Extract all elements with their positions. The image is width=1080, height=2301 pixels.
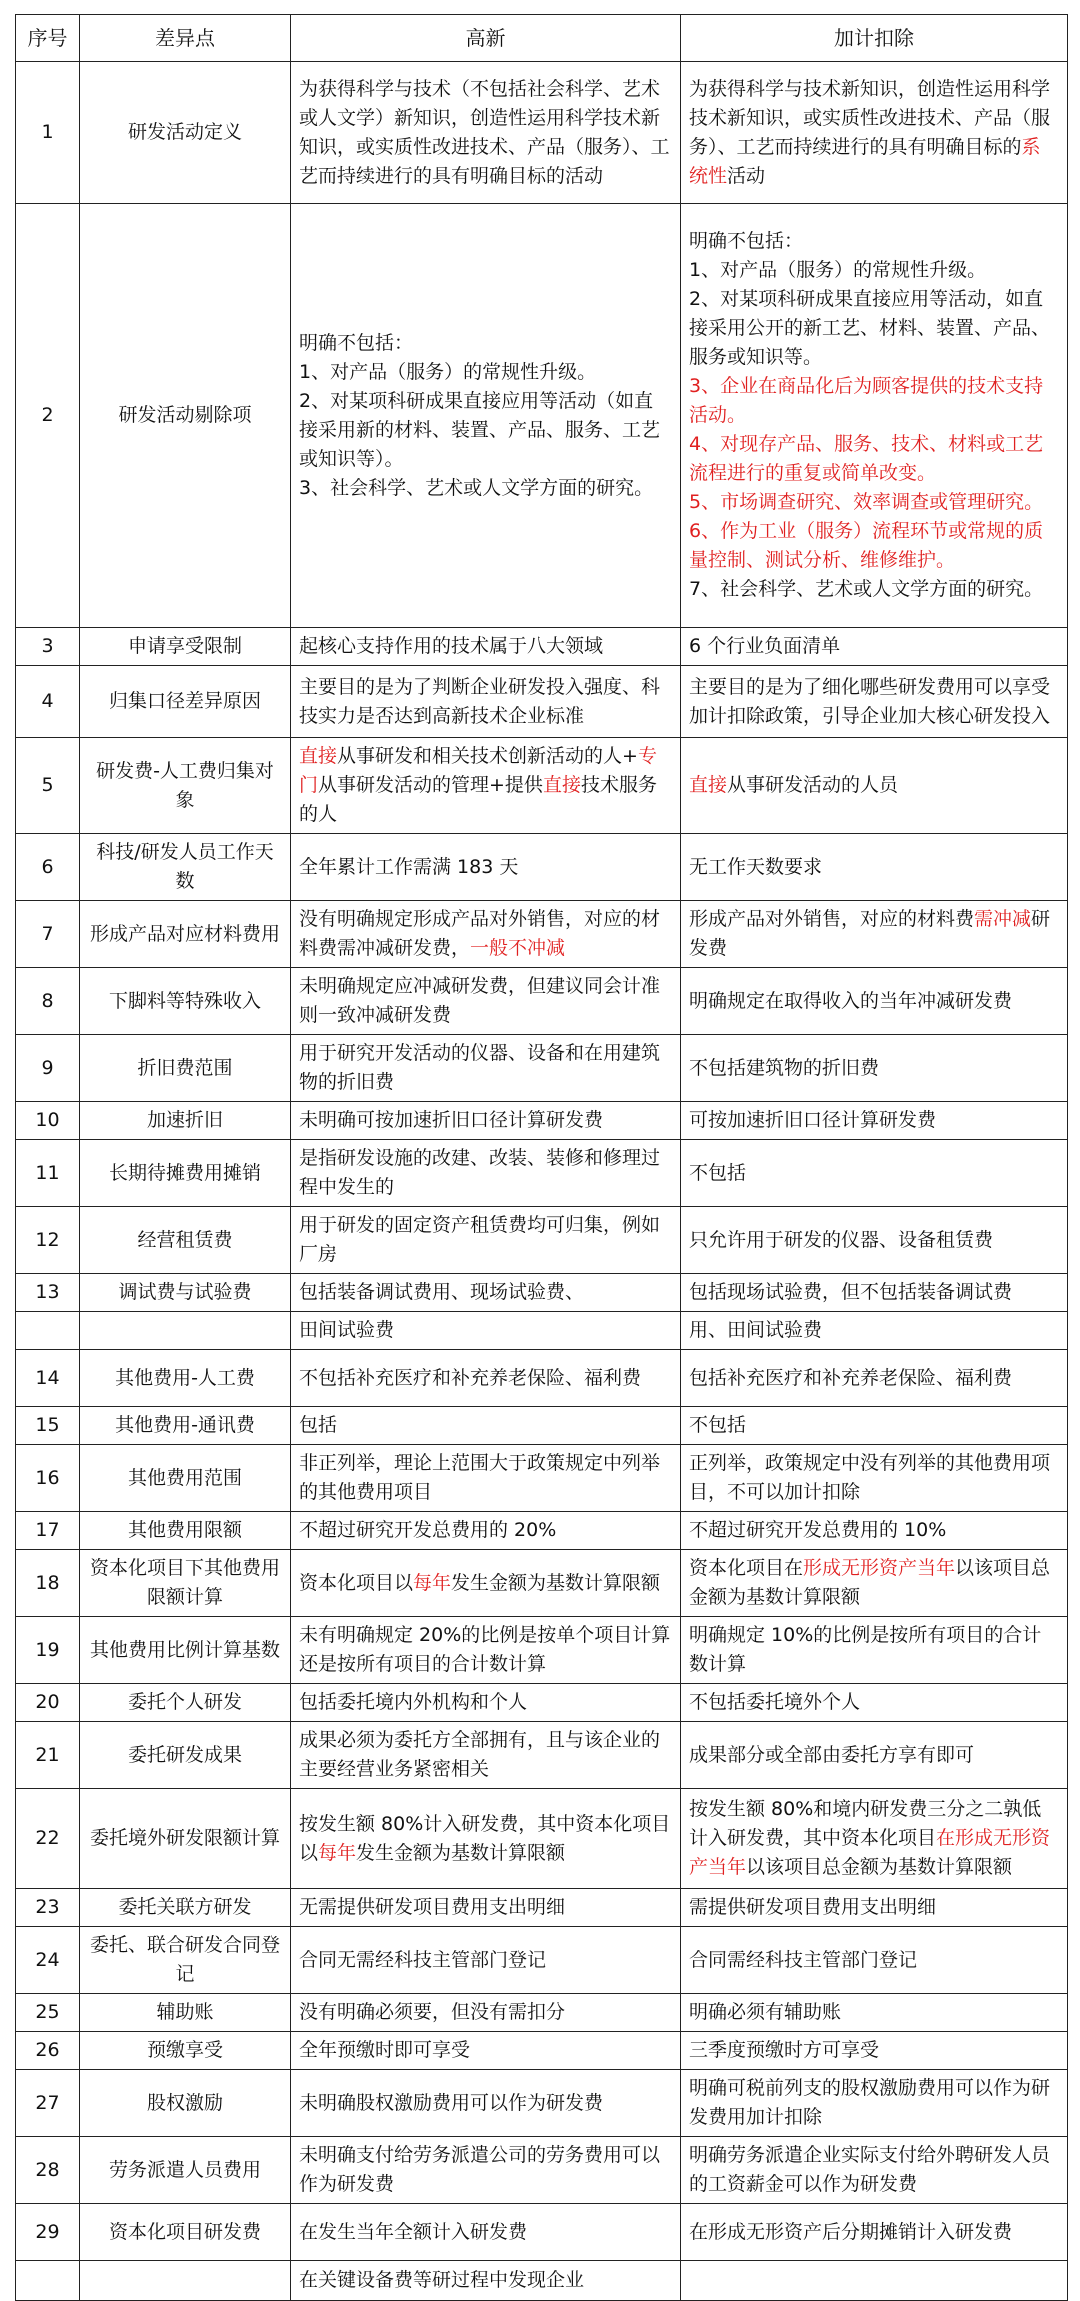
cell-text: 明确可税前列支的股权激励费用可以作为研发费用加计扣除: [689, 2077, 1051, 2128]
highlight-text: 3、企业在商品化后为顾客提供的技术支持活动。: [689, 375, 1044, 426]
cell-text: 不包括补充医疗和补充养老保险、福利费: [299, 1366, 642, 1389]
cell-gaoxin: [291, 1445, 681, 1512]
cell-text: 全年预缴时即可享受: [299, 2039, 471, 2061]
cell-gaoxin: [291, 1617, 681, 1684]
cell-no: 22: [16, 1789, 80, 1889]
highlight-text: 每年: [318, 1841, 357, 1864]
cell-diff: 资本化项目下其他费用限额计算: [80, 1550, 291, 1617]
cell-text: 1、对产品（服务）的常规性升级。: [299, 360, 597, 383]
cell-diff: 申请享受限制: [80, 628, 291, 666]
cell-text: 包括装备调试费用、现场试验费、: [299, 1281, 585, 1303]
cell-text: 研发费: [689, 908, 1051, 959]
cell-text: 合同需经科技主管部门登记: [689, 1948, 918, 1971]
cell-gaoxin: [291, 2137, 681, 2204]
cell-no: 20: [16, 1684, 80, 1722]
cell-text: 2、对某项科研成果直接应用等活动，如直接采用公开的新工艺、材料、装置、产品、服务或知识等。: [689, 288, 1051, 368]
cell-text: 为获得科学与技术新知识，创造性运用科学技术新知识，或实质性改进技术、产品（服务）、工艺而持续进行的具有明确目标的: [689, 77, 1051, 158]
cell-text: 不超过研究开发总费用的 10%: [689, 1519, 947, 1541]
cell-gaoxin: [291, 1274, 681, 1312]
table-row: [16, 2204, 1068, 2261]
cell-diff: 其他费用比例计算基数: [80, 1617, 291, 1684]
cell-no: 24: [16, 1927, 80, 1994]
cell-no: 1: [16, 62, 80, 204]
table-row: [16, 1889, 1068, 1927]
table-row: [16, 738, 1068, 834]
cell-gaoxin: [291, 1350, 681, 1407]
cell-text: 全年累计工作需满 183 天: [299, 855, 519, 878]
cell-diff: 劳务派遣人员费用: [80, 2137, 291, 2204]
table-row: [16, 1407, 1068, 1445]
cell-gaoxin: [291, 901, 681, 968]
table-row: [16, 1445, 1068, 1512]
cell-jiaji: [681, 1445, 1068, 1512]
cell-text: 从事研发活动的管理+提供: [318, 774, 543, 796]
table-row: [16, 1274, 1068, 1312]
cell-gaoxin: [291, 968, 681, 1035]
cell-text: 合同无需经科技主管部门登记: [299, 1948, 547, 1971]
table-row: [16, 1684, 1068, 1722]
cell-text: 在形成无形资产后分期摊销计入研发费: [689, 2220, 1013, 2243]
cell-gaoxin: [291, 2070, 681, 2137]
cell-text: 资本化项目以: [299, 1571, 414, 1594]
cell-jiaji: [681, 666, 1068, 738]
cell-jiaji: [681, 1207, 1068, 1274]
cell-jiaji: [681, 1512, 1068, 1550]
highlight-text: 直接: [689, 774, 728, 796]
header-gaoxin: 高新: [291, 15, 681, 62]
cell-jiaji: [681, 2032, 1068, 2070]
table-row: [16, 1035, 1068, 1102]
table-row: [16, 1789, 1068, 1889]
cell-jiaji: [681, 1617, 1068, 1684]
table-row: [16, 2032, 1068, 2070]
cell-no: 17: [16, 1512, 80, 1550]
table-row: [16, 204, 1068, 628]
cell-no: 25: [16, 1994, 80, 2032]
cell-diff: 委托关联方研发: [80, 1889, 291, 1927]
cell-text: 成果必须为委托方全部拥有，且与该企业的主要经营业务紧密相关: [299, 1729, 661, 1780]
cell-diff: 研发费-人工费归集对象: [80, 738, 291, 834]
cell-jiaji: [681, 968, 1068, 1035]
table-row: [16, 968, 1068, 1035]
cell-text: 包括现场试验费，但不包括装备调试费: [689, 1281, 1013, 1303]
cell-diff: 委托、联合研发合同登记: [80, 1927, 291, 1994]
cell-text: 明确劳务派遣企业实际支付给外聘研发人员的工资薪金可以作为研发费: [689, 2144, 1051, 2195]
cell-gaoxin: [291, 1035, 681, 1102]
cell-text: 在关键设备费等研过程中发现企业: [299, 2269, 585, 2291]
cell-jiaji: [681, 1994, 1068, 2032]
cell-text: 未明确支付给劳务派遣公司的劳务费用可以作为研发费: [299, 2144, 661, 2195]
cell-text: 是指研发设施的改建、改装、装修和修理过程中发生的: [299, 1147, 661, 1198]
cell-text: 3、社会科学、艺术或人文学方面的研究。: [299, 476, 654, 499]
cell-text: 明确必须有辅助账: [689, 2001, 842, 2023]
cell-text: 未明确规定应冲减研发费，但建议同会计准则一致冲减研发费: [299, 975, 661, 1026]
cell-text: 1、对产品（服务）的常规性升级。: [689, 259, 987, 281]
cell-jiaji: [681, 1789, 1068, 1889]
cell-jiaji: [681, 1889, 1068, 1927]
table-header: [16, 15, 1068, 62]
cell-diff: [80, 2261, 291, 2301]
cell-no: 16: [16, 1445, 80, 1512]
cell-jiaji: [681, 1140, 1068, 1207]
cell-jiaji: [681, 2261, 1068, 2301]
table-row: [16, 628, 1068, 666]
cell-jiaji: [681, 2204, 1068, 2261]
cell-jiaji: [681, 1102, 1068, 1140]
cell-no: 13: [16, 1274, 80, 1312]
highlight-text: 6、作为工业（服务）流程环节或常规的质量控制、测试分析、维修维护。: [689, 520, 1044, 571]
cell-text: 资本化项目在: [689, 1557, 804, 1579]
comparison-table: [15, 14, 1068, 2301]
cell-gaoxin: [291, 1889, 681, 1927]
cell-no: [16, 1312, 80, 1350]
cell-jiaji: [681, 1684, 1068, 1722]
highlight-text: 每年: [413, 1571, 452, 1594]
cell-text: 按发生额 80%和境内研发费三分之二孰低计入研发费，其中资本化项目: [689, 1798, 1042, 1849]
table-row: [16, 1140, 1068, 1207]
cell-no: 29: [16, 2204, 80, 2261]
cell-text: 没有明确必须要，但没有需扣分: [299, 2001, 566, 2023]
cell-gaoxin: [291, 1994, 681, 2032]
cell-jiaji: [681, 1035, 1068, 1102]
cell-diff: 预缴享受: [80, 2032, 291, 2070]
cell-gaoxin: [291, 1312, 681, 1350]
table-row: [16, 2137, 1068, 2204]
table-row: [16, 1994, 1068, 2032]
table-row: [16, 1102, 1068, 1140]
table-body: [16, 62, 1068, 2301]
cell-text: 从事研发和相关技术创新活动的人+: [337, 745, 638, 767]
cell-text: 明确不包括：: [299, 331, 414, 354]
cell-gaoxin: [291, 628, 681, 666]
cell-diff: 加速折旧: [80, 1102, 291, 1140]
cell-gaoxin: [291, 1512, 681, 1550]
cell-jiaji: [681, 1312, 1068, 1350]
cell-gaoxin: [291, 1789, 681, 1889]
cell-diff: 经营租赁费: [80, 1207, 291, 1274]
header-jiaji: 加计扣除: [681, 15, 1068, 62]
cell-text: 非正列举，理论上范围大于政策规定中列举的其他费用项目: [299, 1452, 661, 1503]
cell-text: 未明确可按加速折旧口径计算研发费: [299, 1109, 604, 1131]
cell-no: 21: [16, 1722, 80, 1789]
table-row: [16, 1350, 1068, 1407]
cell-diff: 辅助账: [80, 1994, 291, 2032]
table-row: [16, 1207, 1068, 1274]
cell-diff: 委托个人研发: [80, 1684, 291, 1722]
table-row: [16, 901, 1068, 968]
cell-no: [16, 2261, 80, 2301]
table-row: [16, 1312, 1068, 1350]
cell-jiaji: [681, 1350, 1068, 1407]
cell-jiaji: [681, 2137, 1068, 2204]
cell-text: 正列举，政策规定中没有列举的其他费用项目，不可以加计扣除: [689, 1452, 1051, 1503]
cell-text: 从事研发活动的人员: [727, 774, 899, 796]
cell-text: 发生金额为基数计算限额: [451, 1571, 661, 1594]
cell-text: 为获得科学与技术（不包括社会科学、艺术或人文学）新知识，创造性运用科学技术新知识，或实质性改进技术、产品（服务）、工艺而持续进行的具有明确目标的活动: [299, 77, 670, 187]
cell-text: 以该项目总金额为基数计算限额: [746, 1856, 1013, 1878]
cell-jiaji: [681, 1722, 1068, 1789]
cell-jiaji: [681, 1927, 1068, 1994]
cell-no: 3: [16, 628, 80, 666]
cell-text: 可按加速折旧口径计算研发费: [689, 1109, 937, 1131]
cell-text: 没有明确规定形成产品对外销售，对应的材料费需冲减研发费，: [299, 908, 661, 959]
highlight-text: 形成无形资产当年: [803, 1557, 956, 1579]
highlight-text: 直接: [542, 774, 581, 796]
cell-text: 起核心支持作用的技术属于八大领域: [299, 635, 604, 657]
cell-text: 成果部分或全部由委托方享有即可: [689, 1743, 975, 1766]
cell-text: 包括委托境内外机构和个人: [299, 1691, 528, 1713]
cell-diff: 折旧费范围: [80, 1035, 291, 1102]
highlight-text: 系统性: [689, 135, 1041, 187]
cell-no: 18: [16, 1550, 80, 1617]
highlight-text: 需冲减: [974, 908, 1032, 930]
cell-no: 9: [16, 1035, 80, 1102]
cell-diff: [80, 1312, 291, 1350]
cell-diff: 股权激励: [80, 2070, 291, 2137]
table-row: [16, 834, 1068, 901]
cell-gaoxin: [291, 1550, 681, 1617]
cell-text: 包括补充医疗和补充养老保险、福利费: [689, 1366, 1013, 1389]
highlight-text: 一般不冲减: [470, 937, 566, 959]
cell-no: 7: [16, 901, 80, 968]
cell-gaoxin: [291, 204, 681, 628]
cell-gaoxin: [291, 2032, 681, 2070]
cell-diff: 形成产品对应材料费用: [80, 901, 291, 968]
cell-no: 15: [16, 1407, 80, 1445]
cell-no: 27: [16, 2070, 80, 2137]
cell-gaoxin: [291, 1722, 681, 1789]
cell-diff: 调试费与试验费: [80, 1274, 291, 1312]
cell-no: 19: [16, 1617, 80, 1684]
cell-no: 2: [16, 204, 80, 628]
cell-no: 6: [16, 834, 80, 901]
highlight-text: 直接: [299, 745, 338, 767]
cell-text: 用、田间试验费: [689, 1319, 823, 1341]
cell-gaoxin: [291, 1140, 681, 1207]
cell-text: 发生金额为基数计算限额: [356, 1841, 566, 1864]
highlight-text: 在形成无形资产当年: [689, 1827, 1051, 1878]
cell-gaoxin: [291, 1102, 681, 1140]
cell-diff: 其他费用限额: [80, 1512, 291, 1550]
cell-no: 12: [16, 1207, 80, 1274]
cell-diff: 资本化项目研发费: [80, 2204, 291, 2261]
cell-no: 11: [16, 1140, 80, 1207]
table-row: [16, 1512, 1068, 1550]
cell-text: 田间试验费: [299, 1319, 395, 1341]
cell-diff: 其他费用范围: [80, 1445, 291, 1512]
cell-no: 26: [16, 2032, 80, 2070]
table-row: [16, 62, 1068, 204]
cell-gaoxin: [291, 666, 681, 738]
cell-jiaji: [681, 628, 1068, 666]
cell-text: 不包括建筑物的折旧费: [689, 1056, 880, 1079]
cell-no: 5: [16, 738, 80, 834]
table-row: [16, 1722, 1068, 1789]
cell-gaoxin: [291, 2261, 681, 2301]
table-row: [16, 1617, 1068, 1684]
cell-text: 三季度预缴时方可享受: [689, 2039, 880, 2061]
cell-text: 只允许用于研发的仪器、设备租赁费: [689, 1228, 994, 1251]
cell-diff: 归集口径差异原因: [80, 666, 291, 738]
highlight-text: 专门: [299, 745, 657, 796]
cell-diff: 下脚料等特殊收入: [80, 968, 291, 1035]
cell-text: 用于研发的固定资产租赁费均可归集，例如厂房: [299, 1214, 661, 1265]
cell-text: 不超过研究开发总费用的 20%: [299, 1519, 557, 1541]
header-no: 序号: [16, 15, 80, 62]
cell-diff: 委托境外研发限额计算: [80, 1789, 291, 1889]
cell-text: 在发生当年全额计入研发费: [299, 2220, 528, 2243]
cell-diff: 长期待摊费用摊销: [80, 1140, 291, 1207]
cell-text: 包括: [299, 1414, 338, 1436]
table-row: [16, 1927, 1068, 1994]
highlight-text: 4、对现存产品、服务、技术、材料或工艺流程进行的重复或简单改变。: [689, 433, 1044, 484]
cell-gaoxin: [291, 1407, 681, 1445]
cell-diff: 委托研发成果: [80, 1722, 291, 1789]
cell-text: 按发生额 80%计入研发费，其中资本化项目以: [299, 1812, 671, 1864]
cell-jiaji: [681, 1550, 1068, 1617]
cell-gaoxin: [291, 1684, 681, 1722]
table-row: [16, 1550, 1068, 1617]
cell-jiaji: [681, 738, 1068, 834]
cell-diff: 科技/研发人员工作天数: [80, 834, 291, 901]
cell-diff: 其他费用-通讯费: [80, 1407, 291, 1445]
cell-text: 明确规定 10%的比例是按所有项目的合计数计算: [689, 1624, 1042, 1675]
cell-jiaji: [681, 901, 1068, 968]
cell-no: 14: [16, 1350, 80, 1407]
cell-text: 形成产品对外销售，对应的材料费: [689, 908, 975, 930]
cell-gaoxin: [291, 1927, 681, 1994]
cell-gaoxin: [291, 834, 681, 901]
cell-jiaji: [681, 1407, 1068, 1445]
table-row: [16, 2261, 1068, 2301]
cell-text: 活动: [727, 164, 766, 187]
cell-text: 主要目的是为了判断企业研发投入强度、科技实力是否达到高新技术企业标准: [299, 675, 661, 727]
header-diff: 差异点: [80, 15, 291, 62]
cell-text: 需提供研发项目费用支出明细: [689, 1896, 937, 1918]
cell-diff: 研发活动剔除项: [80, 204, 291, 628]
cell-text: 无需提供研发项目费用支出明细: [299, 1896, 566, 1918]
cell-gaoxin: [291, 1207, 681, 1274]
cell-text: 主要目的是为了细化哪些研发费用可以享受加计扣除政策，引导企业加大核心研发投入: [689, 675, 1051, 727]
cell-no: 4: [16, 666, 80, 738]
cell-text: 7、社会科学、艺术或人文学方面的研究。: [689, 578, 1044, 600]
cell-text: 技术服务的人: [299, 774, 657, 825]
highlight-text: 5、市场调查研究、效率调查或管理研究。: [689, 491, 1044, 513]
cell-text: 不包括: [689, 1414, 747, 1436]
cell-text: 不包括: [689, 1161, 747, 1184]
table-row: [16, 666, 1068, 738]
cell-no: 23: [16, 1889, 80, 1927]
cell-jiaji: [681, 1274, 1068, 1312]
cell-text: 用于研究开发活动的仪器、设备和在用建筑物的折旧费: [299, 1042, 661, 1093]
cell-no: 8: [16, 968, 80, 1035]
cell-text: 未明确股权激励费用可以作为研发费: [299, 2091, 604, 2114]
cell-jiaji: [681, 204, 1068, 628]
cell-text: 2、对某项科研成果直接应用等活动（如直接采用新的材料、装置、产品、服务、工艺或知识等）。: [299, 389, 661, 470]
cell-jiaji: [681, 834, 1068, 901]
cell-diff: 其他费用-人工费: [80, 1350, 291, 1407]
cell-gaoxin: [291, 2204, 681, 2261]
cell-text: 未有明确规定 20%的比例是按单个项目计算还是按所有项目的合计数计算: [299, 1624, 671, 1675]
cell-text: 不包括委托境外个人: [689, 1691, 861, 1713]
table-row: [16, 2070, 1068, 2137]
cell-no: 10: [16, 1102, 80, 1140]
cell-text: 以该项目总金额为基数计算限额: [689, 1557, 1051, 1608]
cell-gaoxin: [291, 62, 681, 204]
cell-text: 明确规定在取得收入的当年冲减研发费: [689, 989, 1013, 1012]
cell-gaoxin: [291, 738, 681, 834]
cell-jiaji: [681, 2070, 1068, 2137]
cell-diff: 研发活动定义: [80, 62, 291, 204]
cell-text: 明确不包括：: [689, 230, 804, 252]
cell-text: 6 个行业负面清单: [689, 635, 841, 657]
cell-text: 无工作天数要求: [689, 855, 823, 878]
cell-jiaji: [681, 62, 1068, 204]
cell-no: 28: [16, 2137, 80, 2204]
